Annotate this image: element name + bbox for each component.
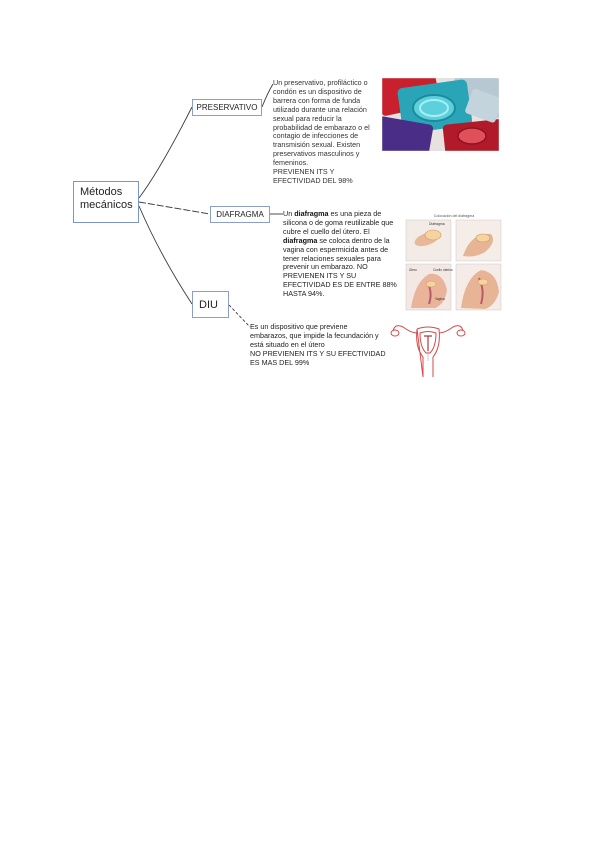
panel-3 (406, 264, 453, 310)
panel-4 (456, 264, 501, 310)
condoms-image (382, 78, 499, 151)
node-diu (192, 291, 229, 318)
diafragma-desc-keyword-1: diafragma (294, 209, 329, 218)
iud-uterus-image (389, 321, 467, 379)
preservativo-effectiveness: PREVIENEN ITS Y EFECTIVIDAD DEL 98% (273, 167, 353, 185)
diafragma-desc-part-0: Un (283, 209, 295, 218)
diaphragm-placement-image (405, 212, 503, 312)
root-node-metodos-mecanicos (73, 181, 139, 223)
connector-diu-desc (229, 305, 250, 327)
diafragma-description-block (283, 210, 399, 299)
connector-root-preservativo (139, 107, 192, 198)
diaphragm-figure-title: Colocación del diafragma (433, 214, 475, 218)
panel-2 (456, 220, 501, 261)
node-diu-label: DIU (199, 298, 218, 311)
diafragma-desc-keyword-3: diafragma (283, 235, 318, 245)
node-preservativo-label: PRESERVATIVO (196, 103, 258, 112)
diafragma-desc-part-4: se coloca dentro de la vagina con espermicida antes de tener relaciones sexuales para prevenir un embarazo. NO PREVIENEN ITS Y SU EFECTIVIDAD ES DE ENTRE 88% HASTA 94%. (283, 235, 397, 299)
preservativo-description: Un preservativo, profiláctico o condón es un dispositivo de barrera con forma de funda utilizado durante una relación sexual para reducir la probabilidad de embarazo o el contagio de infecciones de transmisión sexual. Existen preservativos masculinos y femeninos. (273, 78, 370, 168)
diafragma-desc-part-2: es una pieza de silicona o de goma reutilizable que cubre el cuello del útero. El (283, 209, 394, 236)
diu-description: Es un dispositivo que previene embarazos, que impide la fecundación y está situado en el útero (250, 322, 379, 349)
connector-root-diafragma (139, 202, 210, 214)
fig-label-utero: Útero (409, 268, 417, 272)
panel-1 (406, 220, 451, 261)
preservativo-description-block (273, 79, 379, 186)
connector-root-diu (139, 206, 192, 304)
node-diafragma (210, 206, 270, 223)
connector-preservativo-desc (262, 84, 273, 107)
fig-label-vagina: Vagina (435, 297, 445, 301)
diu-description-block (250, 323, 386, 368)
node-preservativo (192, 99, 262, 116)
fig-label-cuello: Cuello uterino (433, 268, 453, 272)
root-node-label: Métodos mecánicos (80, 186, 133, 211)
diu-effectiveness: NO PREVIENEN ITS Y SU EFECTIVIDAD ES MAS DEL 99% (250, 348, 386, 367)
node-diafragma-label: DIAFRAGMA (216, 210, 264, 219)
fig-label-diafragma: Diafragma (429, 222, 445, 226)
